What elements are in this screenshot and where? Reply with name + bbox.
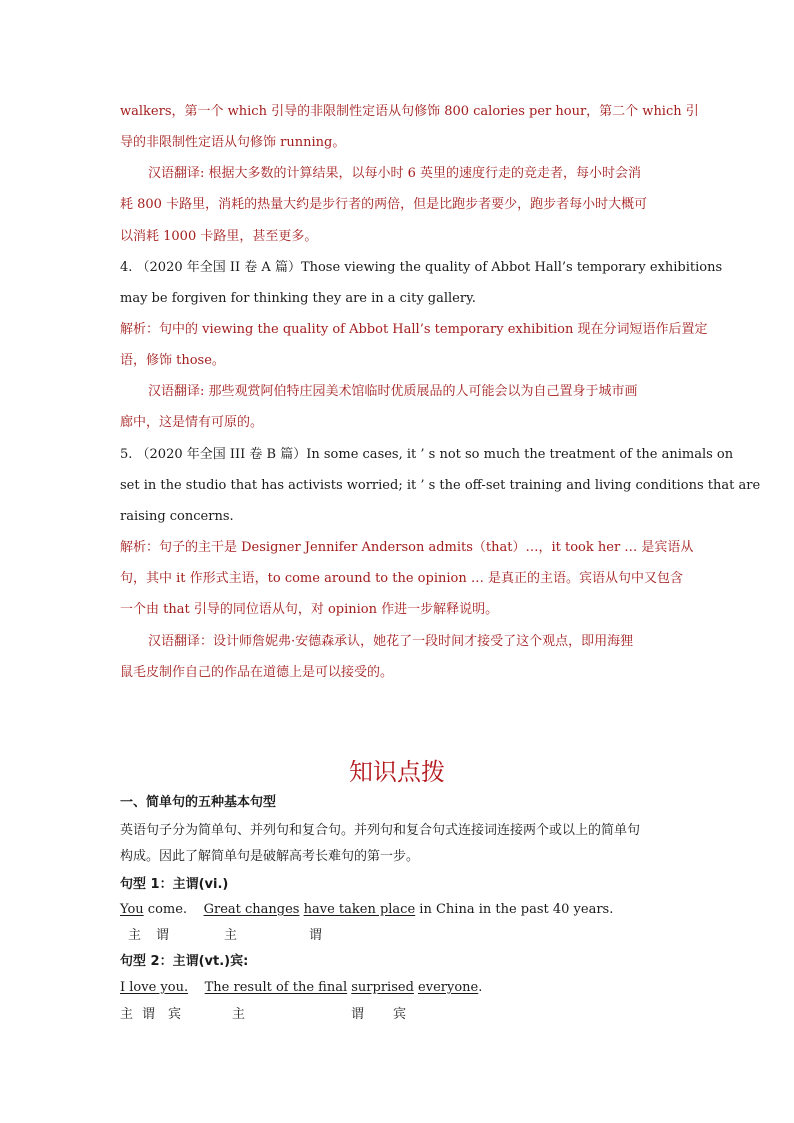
text-line: may be forgiven for thinking they are in a city gallery. [120, 291, 476, 306]
label-predicate: 谓 [156, 928, 170, 943]
label-predicate: 谓 [142, 1007, 156, 1022]
subject: You [120, 902, 144, 917]
label-subject: 主 [232, 1007, 246, 1022]
text-line: 廊中，这是情有可原的。 [120, 415, 264, 430]
question-4: 4. （2020 年全国 II 卷 A 篇）Those viewing the quality of Abbot Hall’s temporary exhibitions [120, 260, 723, 275]
translation-line: 汉语翻译: 那些观赏阿伯特庄园美术馆临时优质展品的人可能会以为自己置身于城市画 [148, 384, 638, 399]
subject: The result of the final [204, 980, 348, 995]
pattern-2-title: 句型 2：主谓(vt.)宾: [120, 954, 249, 969]
label-subject: 主 [120, 1007, 134, 1022]
text-line [120, 102, 699, 122]
text-line: 汉语翻译: 根据大多数的计算结果，以每小时 6 英里的速度行走的竞走者，每小时会消 [148, 166, 642, 181]
text-line: raising concerns. [120, 509, 234, 524]
label-object: 宾 [393, 1007, 407, 1022]
label-object: 宾 [168, 1007, 182, 1022]
translation-line: 汉语翻译：设计师詹妮弗·安德森承认，她花了一段时间才接受了这个观点，即用海狸 [148, 634, 634, 649]
pattern-1-example [120, 900, 676, 920]
label-predicate: 谓 [309, 928, 323, 943]
intro-line: 构成。因此了解简单句是破解高考长难句的第一步。 [120, 849, 420, 864]
text-span: walkers，第一个 which 引导的非限制性定语从句修饰 800 calories per hour，第二个 which 引 [120, 104, 699, 119]
pattern-2-example [120, 978, 676, 998]
pattern-1-title: 句型 1：主谓(vi.) [120, 877, 229, 892]
section-title: 知识点拨 [349, 758, 445, 786]
predicate: surprised [351, 980, 414, 995]
label-subject: 主 [128, 928, 142, 943]
adverbial: in China in the past 40 years. [415, 902, 614, 917]
text-line: set in the studio that has activists worried; it ’ s the off-set training and living conditions that are [120, 478, 761, 493]
subject: Great changes [203, 902, 300, 917]
text-line: 导的非限制性定语从句修饰 running。 [120, 135, 346, 150]
intro-line: 英语句子分为简单句、并列句和复合句。并列句和复合句式连接词连接两个或以上的简单句 [120, 823, 641, 838]
predicate: have taken place [303, 902, 416, 917]
text-line: 句，其中 it 作形式主语，to come around to the opinion … 是真正的主语。宾语从句中又包含 [120, 571, 683, 586]
text-line: 耗 800 卡路里，消耗的热量大约是步行者的两倍，但是比跑步者要少，跑步者每小时大概可 [120, 197, 648, 212]
analysis-line: 解析：句中的 viewing the quality of Abbot Hall’s temporary exhibition 现在分词短语作后置定 [120, 322, 708, 337]
text-line: 以消耗 1000 卡路里，甚至更多。 [120, 229, 318, 244]
object: everyone [418, 980, 479, 995]
question-5: 5. （2020 年全国 III 卷 B 篇）In some cases, it ’ s not so much the treatment of the animals on [120, 447, 734, 462]
example-sentence: I love you. [120, 980, 189, 995]
analysis-line: 解析：句子的主干是 Designer Jennifer Anderson admits（that）…，it took her … 是宾语从 [120, 540, 694, 555]
label-predicate: 谓 [351, 1007, 365, 1022]
predicate: come. [143, 902, 188, 917]
heading-simple-sentence: 一、简单句的五种基本句型 [120, 795, 277, 810]
punctuation: . [478, 980, 483, 995]
label-subject: 主 [224, 928, 238, 943]
text-line: 一个由 that 引导的同位语从句，对 opinion 作进一步解释说明。 [120, 602, 499, 617]
text-line: 鼠毛皮制作自己的作品在道德上是可以接受的。 [120, 665, 394, 680]
text-line: 语，修饰 those。 [120, 353, 225, 368]
